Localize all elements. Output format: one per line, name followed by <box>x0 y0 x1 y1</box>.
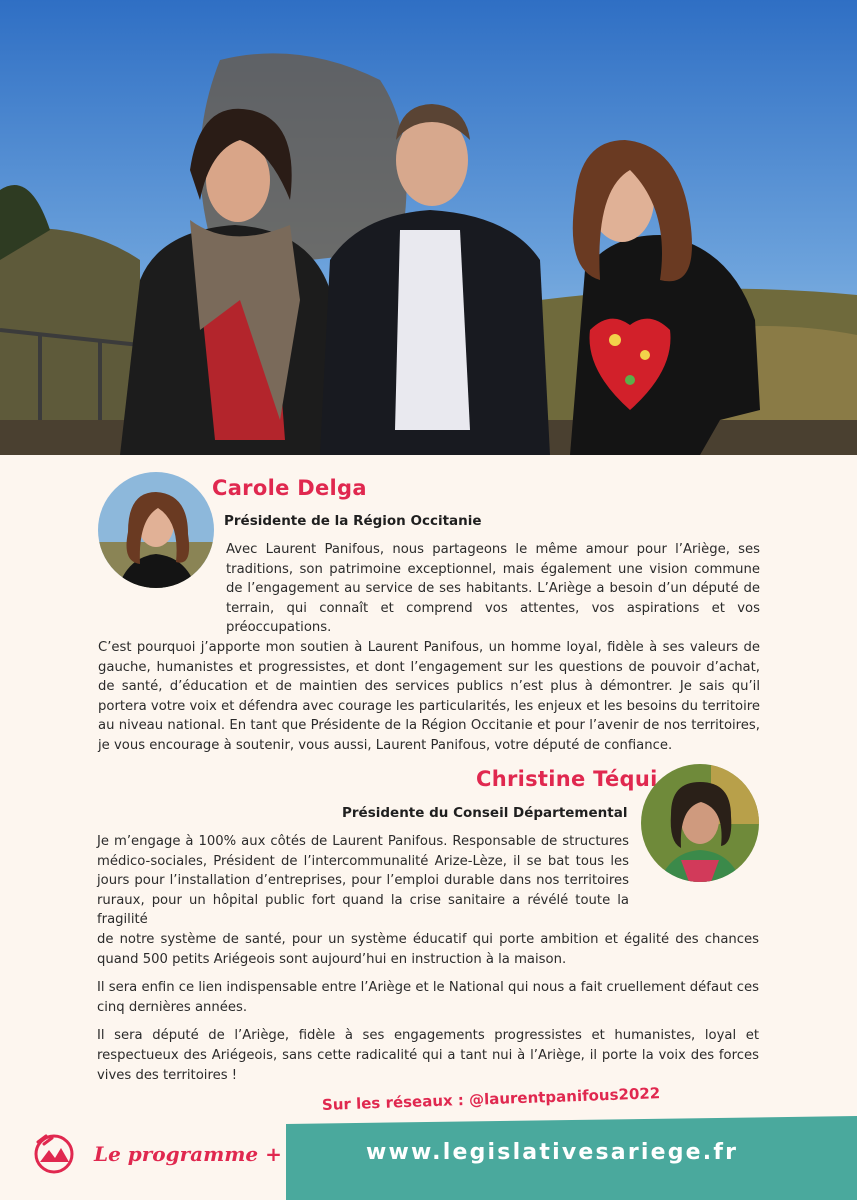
social-handle[interactable]: Sur les réseaux : @laurentpanifous2022 <box>321 1084 661 1114</box>
mountain-logo-icon <box>34 1134 74 1174</box>
statement-intro: Je m’engage à 100% aux côtés de Laurent Panifous. Responsable de structures médico-sociales, Président de l’intercommunalité Arize-Lèze, il se bat tous les jours pour l’installation d’entreprises, pour l’emploi durable dans nos territoires ruraux, pour un hôpital public fort quand la crise sanitaire a révélé toute la fragilité <box>97 834 629 928</box>
statement-body: de notre système de santé, pour un système éducatif qui porte ambition et égalité des chances quand 500 petits Ariégeois sont aujourd’hui en instruction à la maison. <box>97 931 759 967</box>
signatory-name: Carole Delga <box>212 476 367 500</box>
statement-body: C’est pourquoi j’apporte mon soutien à Laurent Panifous, un homme loyal, fidèle à ses valeurs de gauche, humanistes et progressistes, et dont l’engagement sur les questions de pouvoir d’achat, de santé, d’éducation et de maintien des services publics n’est plus à démontrer. Je sais qu’il portera votre voix et défendra avec courage les particularités, les enjeux et les besoins du territoire au niveau national. En tant que Présidente de la Région Occitanie et pour l’avenir de nos territoires, je vous encourage à soutenir, vous aussi, Laurent Panifous, votre député de confiance. <box>98 639 760 753</box>
website-link[interactable]: www.legislativesariege.fr <box>366 1140 739 1165</box>
hero-photo <box>0 0 857 455</box>
statement-intro: Avec Laurent Panifous, nous partageons le même amour pour l’Ariège, ses traditions, son patrimoine exceptionnel, mais également une vision commune de l’engagement au service de ses habitants. L’Ariège a besoin d’un député de terrain, qui connaît et comprend vos attentes, vos aspirations et vos préoccupations. <box>226 542 760 636</box>
signatory-role: Présidente du Conseil Départemental <box>342 805 628 821</box>
statement-paragraph: Il sera député de l’Ariège, fidèle à ses engagements progressistes et humanistes, loyal et respectueux des Ariégeois, sans cette radicalité qui a tant nui à l’Ariège, il porte la voix des forces vives des territoires ! <box>97 1028 759 1083</box>
signatory-name: Christine Téqui <box>476 767 658 791</box>
programme-label: Le programme + <box>94 1142 282 1166</box>
christine-tequi-statement <box>97 832 759 1085</box>
programme-link[interactable] <box>34 1134 282 1174</box>
statement-paragraph: Il sera enfin ce lien indispensable entre l’Ariège et le National qui nous a fait cruellement défaut ces cinq dernières années. <box>97 980 759 1015</box>
carole-delga-statement <box>98 540 760 756</box>
signatory-role: Présidente de la Région Occitanie <box>224 513 482 529</box>
